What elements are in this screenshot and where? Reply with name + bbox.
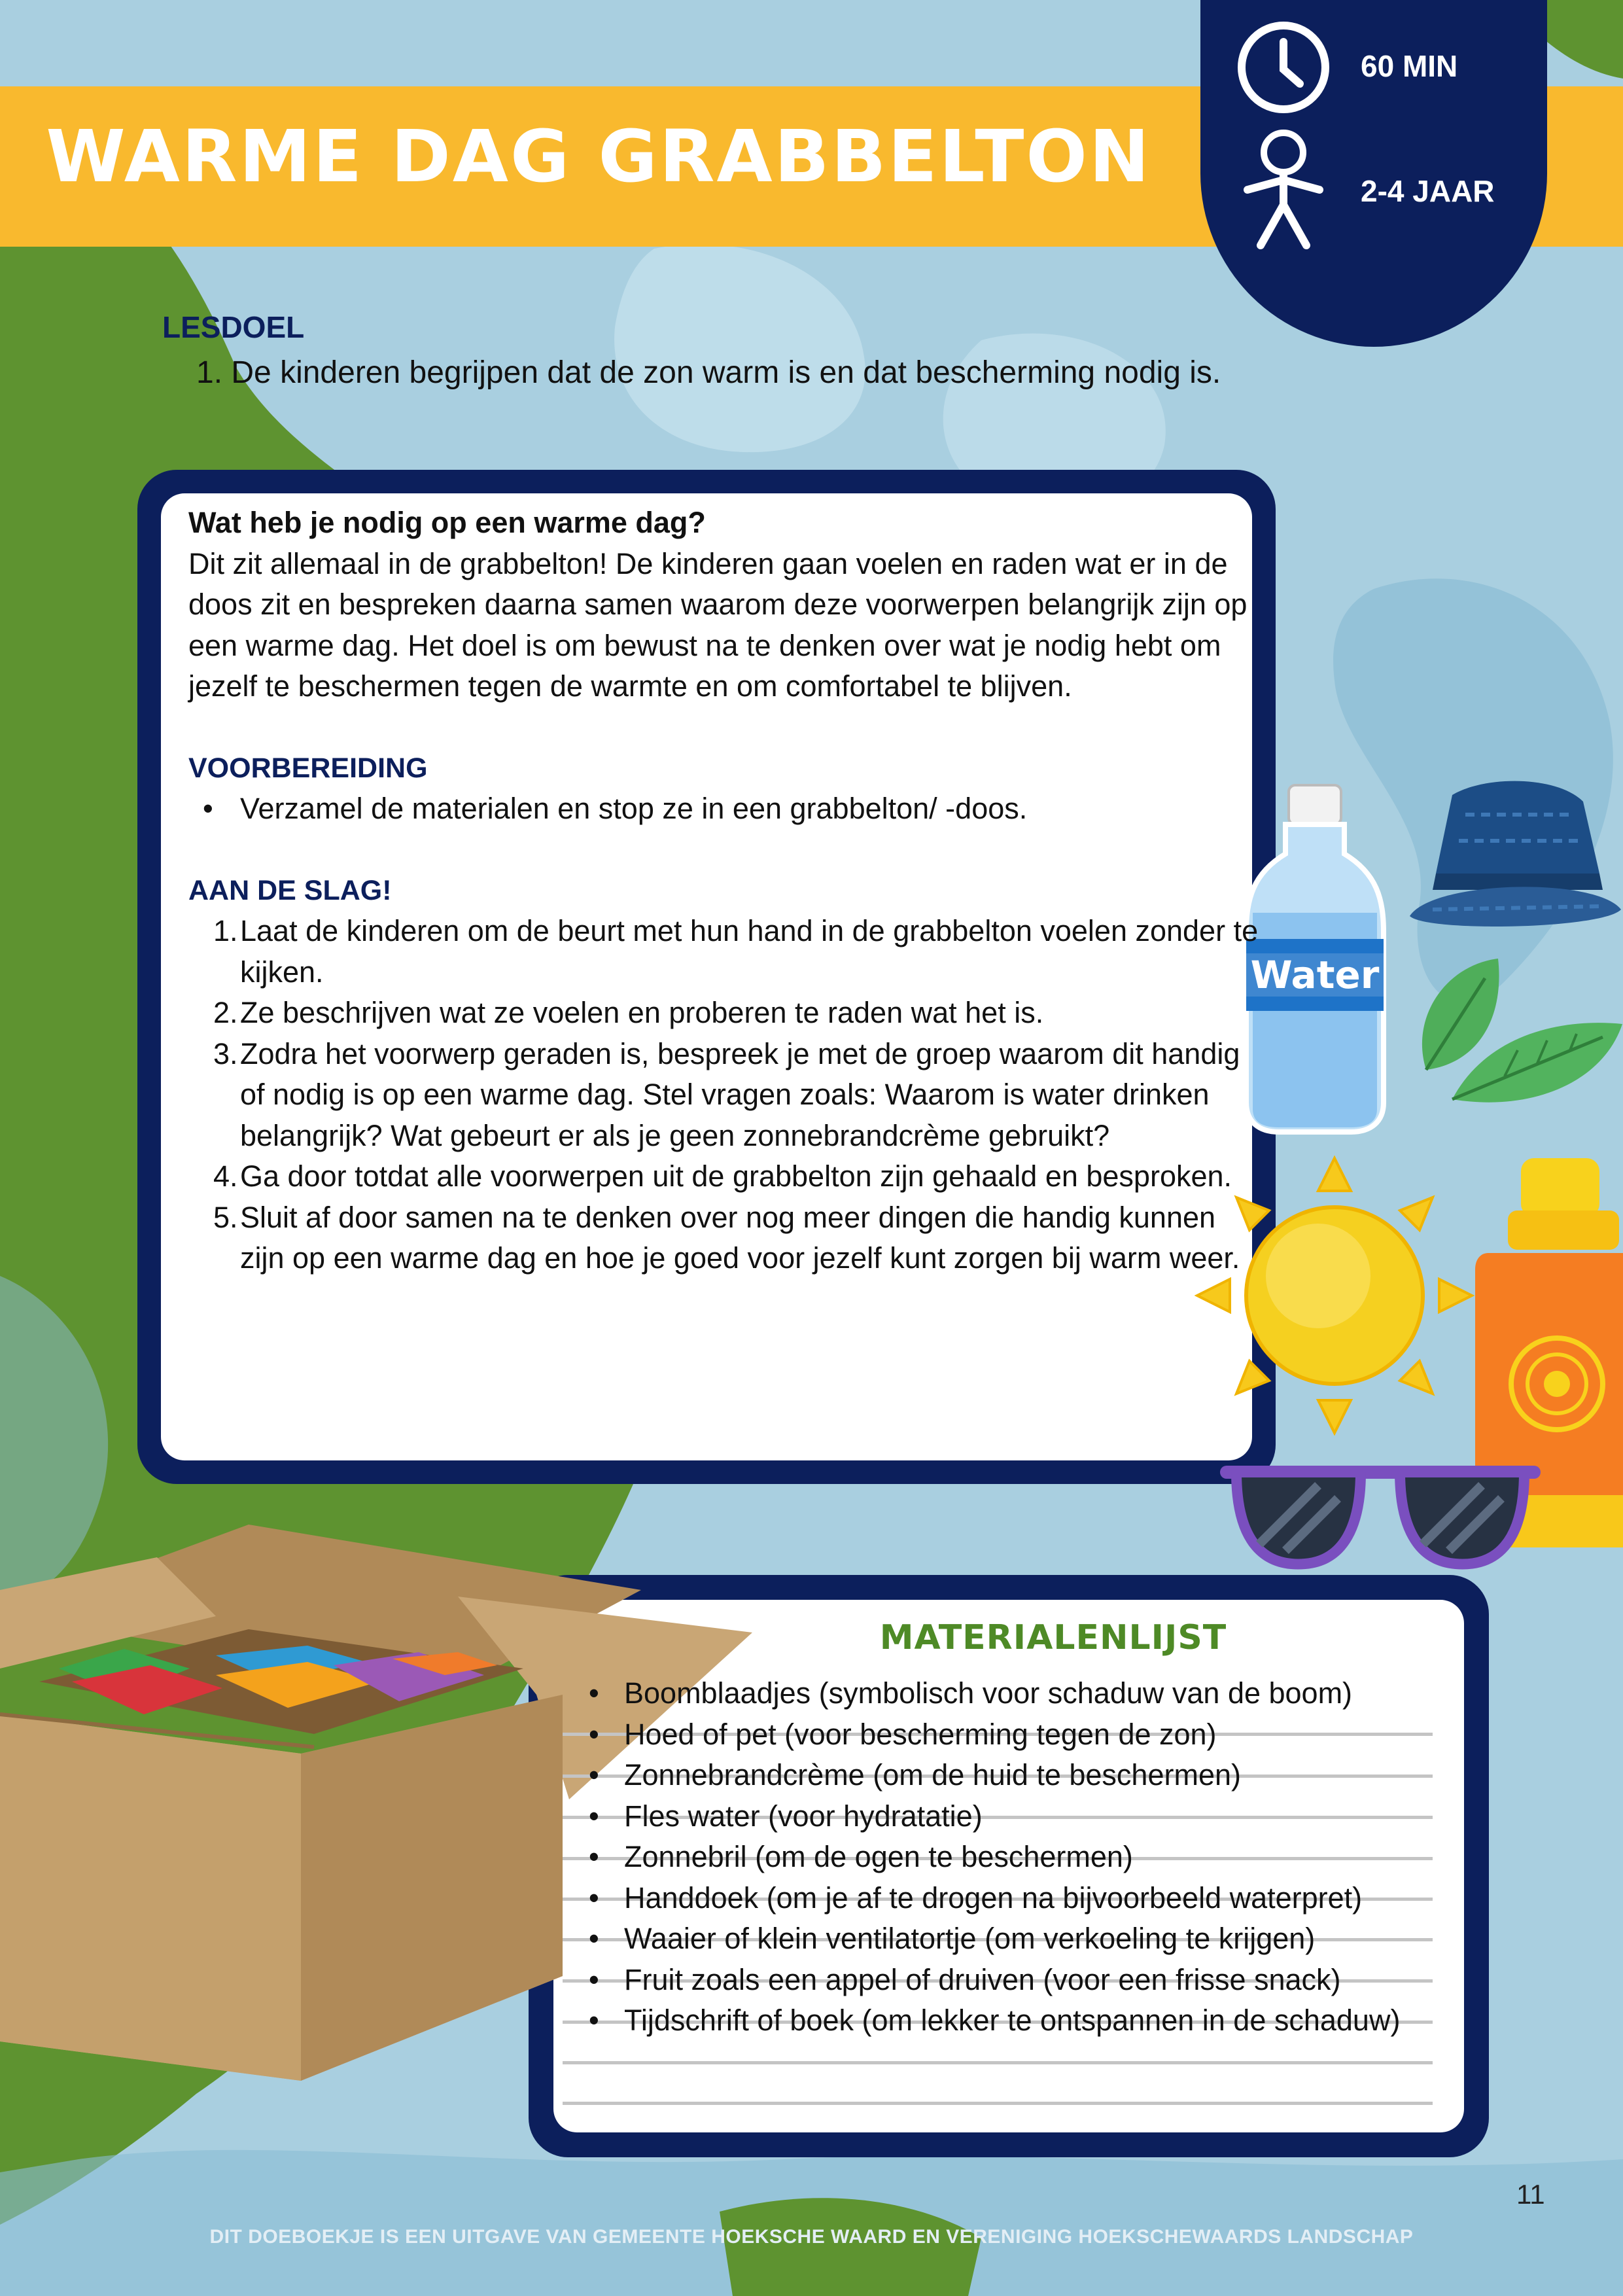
leaves-illustration — [1406, 952, 1623, 1109]
voorbereiding-heading: VOORBEREIDING — [188, 752, 428, 784]
materials-list — [589, 1673, 1478, 2041]
clock-icon — [1234, 18, 1333, 116]
footer-credit: DIT DOEBOEKJE IS EEN UITGAVE VAN GEMEENTE HOEKSCHE WAARD EN VERENIGING HOEKSCHEWAARDS LANDSCHAP — [209, 2226, 1414, 2248]
page-title: WARME DAG GRABBELTON — [46, 115, 1151, 198]
list-item: • Fruit zoals een appel of druiven (voor een frisse snack) — [589, 1960, 1478, 2001]
bottle-label: Water — [1250, 953, 1380, 997]
list-item: • Zonnebrandcrème (om de huid te beschermen) — [589, 1755, 1478, 1796]
steps-list — [188, 911, 1261, 1279]
age-label: 2-4 JAAR — [1361, 174, 1495, 208]
list-rule — [563, 2102, 1433, 2105]
step-item: 1. Laat de kinderen om de beurt met hun hand in de grabbelton voelen zonder te kijken. — [213, 914, 1259, 989]
info-badge — [1200, 0, 1547, 347]
step-item: 5. Sluit af door samen na te denken over nog meer dingen die handig kunnen zijn op een warme dag en hoe je goed voor jezelf kunt zorgen bij warm weer. — [213, 1200, 1240, 1275]
step-item: 3. Zodra het voorwerp geraden is, bespreek je met de groep waarom dit handig of nodig is op een warme dag. Stel vragen zoals: Waarom is water drinken belangrijk? Wat gebeurt er als je geen zonnebrandcrème gebruikt? — [213, 1036, 1240, 1152]
lesdoel-heading: LESDOEL — [162, 310, 305, 344]
lesdoel-item — [196, 355, 1221, 391]
intro-heading: Wat heb je nodig op een warme dag? — [188, 506, 706, 539]
materials-heading: MATERIALENLIJST — [879, 1618, 1227, 1657]
list-item: • Handdoek (om je af te drogen na bijvoorbeeld waterpret) — [589, 1878, 1478, 1919]
list-item: • Verzamel de materialen en stop ze in een grabbelton/ -doos. — [188, 788, 1261, 830]
duration-label: 60 MIN — [1361, 49, 1458, 83]
step-item: 2. Ze beschrijven wat ze voelen en proberen te raden wat het is. — [213, 996, 1044, 1029]
list-item: • Fles water (voor hydratatie) — [589, 1796, 1478, 1837]
lesdoel-number: 1. — [196, 355, 223, 390]
intro-text: Dit zit allemaal in de grabbelton! De kinderen gaan voelen en raden wat er in de doos zit en bespreken daarna samen waarom deze voorwerpen belangrijk zijn op een warme dag. Het doel is om bewust na te denken over wat je nodig hebt om jezelf te beschermen tegen de warmte en om comfortabel te blijven. — [188, 546, 1248, 703]
list-item: • Tijdschrift of boek (om lekker te ontspannen in de schaduw) — [589, 2000, 1478, 2041]
list-item: • Zonnebril (om de ogen te beschermen) — [589, 1837, 1478, 1878]
lesdoel-text: De kinderen begrijpen dat de zon warm is en dat bescherming nodig is. — [231, 355, 1221, 390]
bucket-hat-illustration — [1406, 775, 1623, 936]
activity-content — [188, 503, 1261, 1279]
voorbereiding-list — [188, 788, 1261, 830]
list-item: • Boomblaadjes (symbolisch voor schaduw van de boom) — [589, 1673, 1478, 1714]
water-bottle-illustration — [1240, 782, 1390, 1135]
step-item: 4. Ga door totdat alle voorwerpen uit de grabbelton zijn gehaald en besproken. — [213, 1159, 1232, 1193]
list-item: • Waaier of klein ventilatortje (om verkoeling te krijgen) — [589, 1918, 1478, 1960]
sunglasses-illustration — [1220, 1446, 1541, 1574]
list-rule — [563, 2061, 1433, 2064]
child-icon — [1234, 128, 1333, 252]
aan-de-slag-heading: AAN DE SLAG! — [188, 874, 392, 906]
list-item: • Hoed of pet (voor bescherming tegen de zon) — [589, 1714, 1478, 1756]
page-number: 11 — [1516, 2179, 1545, 2210]
